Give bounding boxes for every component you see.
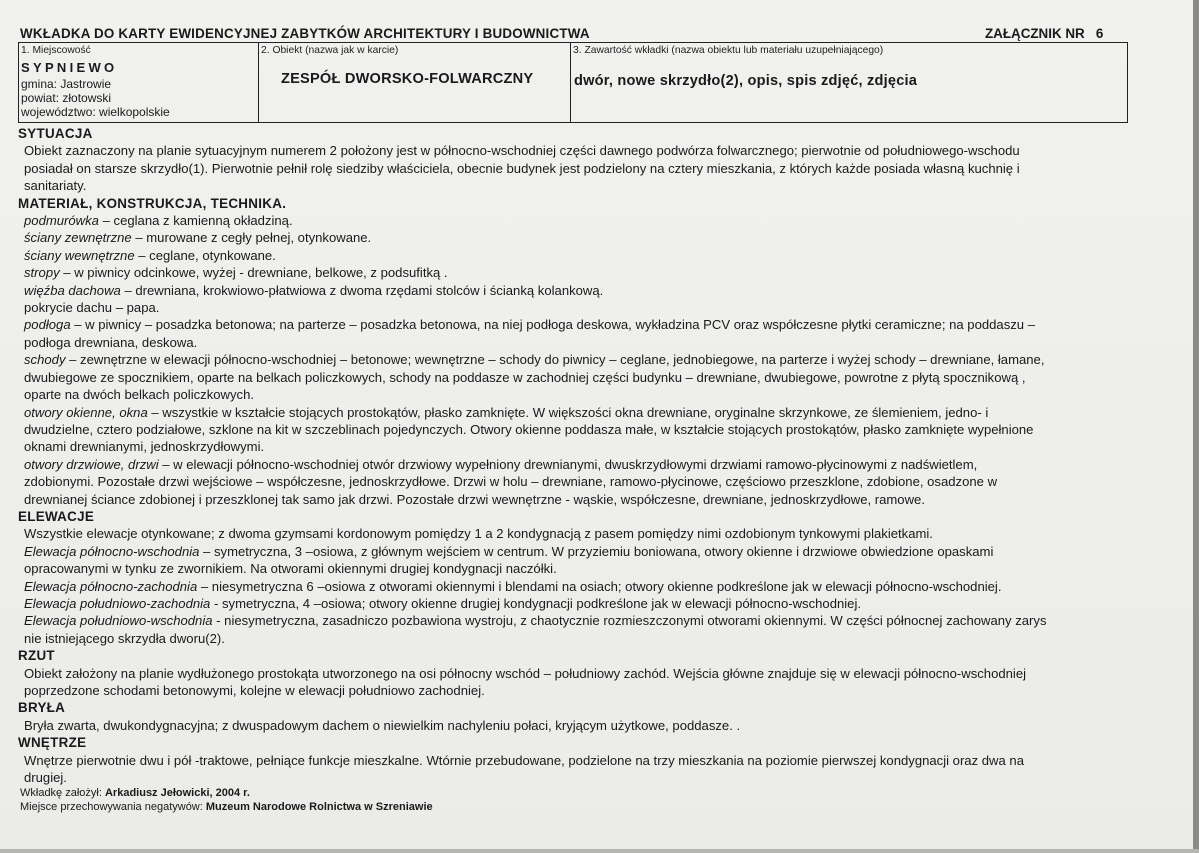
rzut-line: poprzedzone schodami betonowymi, kolejne w elewacji południowo zachodniej. bbox=[24, 683, 485, 698]
elewacja-value: - niesymetryczna, zasadniczo pozbawiona wystroju, z chaotycznie rozmieszczonymi otworami okiennymi. W części północnej zachowany zarys bbox=[212, 613, 1047, 629]
contents-box bbox=[571, 43, 1128, 123]
annex-number: ZAŁĄCZNIK NR 6 bbox=[985, 26, 1104, 41]
material-line: oknami drewnianymi, jednoskrzydłowymi. bbox=[24, 439, 265, 455]
material-key: więźba dachowa bbox=[24, 282, 121, 298]
negatives-note bbox=[18, 800, 1128, 814]
author-label: Wkładkę założył: bbox=[20, 787, 105, 800]
material-value: – w piwnicy – posadzka betonowa; na parterze – posadzka betonowa, na niej podłoga deskowa, wykładzina PCV oraz współczesne płytki ceramiczne; na poddaszu – bbox=[70, 317, 1036, 333]
material-value: – drewniana, krokwiowo-płatwiowa z dwoma rzędami stolców i ścianką kolankową. bbox=[120, 282, 604, 298]
contents-value: dwór, nowe skrzydło(2), opis, spis zdjęć, zdjęcia bbox=[574, 73, 918, 89]
material-key: podłoga bbox=[24, 317, 71, 333]
material-item bbox=[18, 229, 1128, 246]
material-value: – zewnętrzne w elewacji północno-wschodniej – betonowe; wewnętrzne – schody do piwnicy – ceglane, jednobiegowe, na parterze i wyżej schody – drewniane, łamane, bbox=[65, 352, 1045, 368]
document-title: WKŁADKA DO KARTY EWIDENCYJNEJ ZABYTKÓW ARCHITEKTURY I BUDOWNICTWA bbox=[20, 26, 590, 41]
material-item bbox=[18, 282, 1128, 299]
material-item bbox=[18, 247, 1128, 264]
material-line: podłoga drewniana, deskowa. bbox=[24, 334, 198, 350]
object-value: ZESPÓŁ DWORSKO-FOLWARCZNY bbox=[281, 71, 534, 87]
sytuacja-line: posiadał on starsze skrzydło(1). Pierwotnie pełnił rolę siedziby właściciela, obecnie budynek jest podzielony na cztery mieszkania, z których każde posiada własną kuchnię i bbox=[24, 160, 1020, 176]
material-item bbox=[18, 404, 1128, 421]
negatives-label: Miejsce przechowywania negatywów: bbox=[20, 801, 206, 814]
material-item bbox=[18, 456, 1128, 473]
gmina: gmina: Jastrowie bbox=[21, 77, 112, 91]
elewacje-item bbox=[18, 595, 1128, 612]
material-line: drewnianej ściance zdobionej i przeszklonej tak samo jak drzwi. Pozostałe drzwi wewnętrzne - wąskie, współczesne, drewniane, jednoskrzydłowe, ramowe. bbox=[24, 491, 925, 507]
contents-label: 3. Zawartość wkładki (nazwa obiektu lub materiału uzupełniającego) bbox=[573, 45, 884, 56]
scan-edge bbox=[0, 849, 1199, 853]
elewacje-line: Wszystkie elewacje otynkowane; z dwoma gzymsami kordonowym pomiędzy 1 a 2 kondygnacją z pasem pomiędzy nimi ozdobionym tynkowymi plakietkami. bbox=[24, 526, 933, 542]
section-heading-rzut: RZUT bbox=[18, 648, 55, 664]
author-name: Arkadiusz Jełowicki, 2004 r. bbox=[104, 787, 250, 800]
material-key: otwory okienne, okna bbox=[24, 404, 148, 420]
section-heading-bryla: BRYŁA bbox=[18, 700, 66, 716]
elewacja-value: – niesymetryczna 6 –osiowa z otworami okiennymi i blendami na osiach; otwory okienne podkreślone jak w elewacji północno-wschodniej. bbox=[197, 578, 1002, 594]
material-key: ściany zewnętrzne bbox=[24, 230, 132, 246]
elewacje-line: nie istniejącego skrzydła dworu(2). bbox=[24, 630, 225, 646]
material-key: otwory drzwiowe, drzwi bbox=[24, 456, 159, 472]
material-line: zdobionymi. Pozostałe drzwi wejściowe – współczesne, jednoskrzydłowe. Drzwi w holu – drewniane, ramowo-płycinowe, częściowo przeszklone, zdobione, osadzone w bbox=[24, 474, 998, 490]
description-body bbox=[18, 125, 1128, 814]
elewacja-key: Elewacja południowo-wschodnia bbox=[24, 613, 213, 629]
sytuacja-line: sanitariaty. bbox=[24, 178, 87, 194]
material-value: – w elewacji północno-wschodniej otwór drzwiowy wypełniony drewnianymi, dwuskrzydłowymi drzwiami ramowo-płycinowymi z nadświetlem, bbox=[158, 456, 978, 472]
location-value: SYPNIEWO bbox=[21, 60, 118, 75]
section-heading-wnetrze: WNĘTRZE bbox=[18, 735, 87, 751]
negatives-location: Muzeum Narodowe Rolnictwa w Szreniawie bbox=[205, 801, 433, 814]
material-value: – wszystkie w kształcie stojących prostokątów, płasko zamknięte. W większości okna drewniane, oryginalne skrzynkowe, ze ślemieniem, jedno- i bbox=[147, 404, 989, 420]
material-item bbox=[18, 351, 1128, 368]
bryla-line: Bryła zwarta, dwukondygnacyjna; z dwuspadowym dachem o niewielkim nachyleniu połaci, kryjącym użytkowe, poddasze. . bbox=[24, 717, 741, 733]
material-line: dwudzielne, cztero podziałowe, szklone na kit w szczeblinach pojedynczych. Otwory okienne poddasza małe, w kształcie stojących prostokątów, płasko zamknięte wypełnione bbox=[24, 421, 1034, 437]
object-box bbox=[259, 43, 571, 123]
material-item bbox=[18, 316, 1128, 333]
material-line: dwubiegowe ze spocznikiem, oparte na belkach policzkowych, schody na poddasze w zachodniej części budynku – drewniane, dwubiegowe, powrotne z płytą spocznikową , bbox=[24, 369, 1026, 385]
rzut-line: Obiekt założony na planie wydłużonego prostokąta utworzonego na osi północny wschód – południowy zachód. Wejścia główne znajduje się w elewacji północno-wschodniej bbox=[24, 665, 1027, 681]
location-label: 1. Miejscowość bbox=[21, 45, 91, 56]
location-box bbox=[18, 43, 259, 123]
elewacja-value: – symetryczna, 3 –osiowa, z głównym wejściem w centrum. W przyziemiu boniowana, otwory okienne i drzwiowe obwiedzione opaskami bbox=[199, 543, 994, 559]
powiat: powiat: złotowski bbox=[21, 91, 112, 105]
elewacje-item bbox=[18, 578, 1128, 595]
material-item bbox=[18, 264, 1128, 281]
material-value: – w piwnicy odcinkowe, wyżej - drewniane, belkowe, z podsufitką . bbox=[59, 265, 448, 281]
elewacje-line: opracowanymi w tynku ze zwornikiem. Na otworami okiennymi drugiej kondygnacji naczółki. bbox=[24, 561, 557, 577]
elewacja-value: - symetryczna, 4 –osiowa; otwory okienne drugiej kondygnacji podkreślone jak w elewacji północno-wschodniej. bbox=[210, 595, 862, 611]
material-item bbox=[18, 212, 1128, 229]
sytuacja-line: Obiekt zaznaczony na planie sytuacyjnym numerem 2 położony jest w północno-wschodniej części dawnego podwórza folwarcznego; pierwotnie od południowego-wschodu bbox=[24, 143, 1020, 159]
scan-edge bbox=[1193, 0, 1199, 853]
elewacje-item bbox=[18, 612, 1128, 629]
section-heading-material: MATERIAŁ, KONSTRUKCJA, TECHNIKA. bbox=[18, 195, 287, 211]
wnetrze-line: Wnętrze pierwotnie dwu i pół -traktowe, pełniące funkcje mieszkalne. Wtórnie przebudowane, podzielone na trzy mieszkania na poziomie pierwszej kondygnacji oraz dwa na bbox=[24, 752, 1024, 768]
material-value: – murowane z cegły pełnej, otynkowane. bbox=[131, 230, 372, 246]
material-value: – ceglana z kamienną okładziną. bbox=[98, 213, 293, 229]
material-line: oparte na dwóch belkach policzkowych. bbox=[24, 387, 254, 403]
material-key: schody bbox=[24, 352, 66, 368]
section-heading-elewacje: ELEWACJE bbox=[18, 508, 95, 524]
material-key: ściany wewnętrzne bbox=[24, 247, 135, 263]
wnetrze-line: drugiej. bbox=[24, 770, 67, 786]
object-label: 2. Obiekt (nazwa jak w karcie) bbox=[261, 45, 399, 56]
material-value: – ceglane, otynkowane. bbox=[134, 247, 276, 263]
material-key: podmurówka bbox=[24, 213, 99, 229]
material-item: pokrycie dachu – papa. bbox=[24, 300, 160, 316]
material-key: stropy bbox=[24, 265, 60, 281]
wojewodztwo: województwo: wielkopolskie bbox=[21, 105, 170, 119]
elewacja-key: Elewacja północno-zachodnia bbox=[24, 578, 198, 594]
elewacja-key: Elewacja północno-wschodnia bbox=[24, 543, 200, 559]
elewacje-item bbox=[18, 543, 1128, 560]
elewacja-key: Elewacja południowo-zachodnia bbox=[24, 595, 211, 611]
author-note bbox=[18, 786, 1128, 800]
section-heading-sytuacja: SYTUACJA bbox=[18, 126, 93, 141]
